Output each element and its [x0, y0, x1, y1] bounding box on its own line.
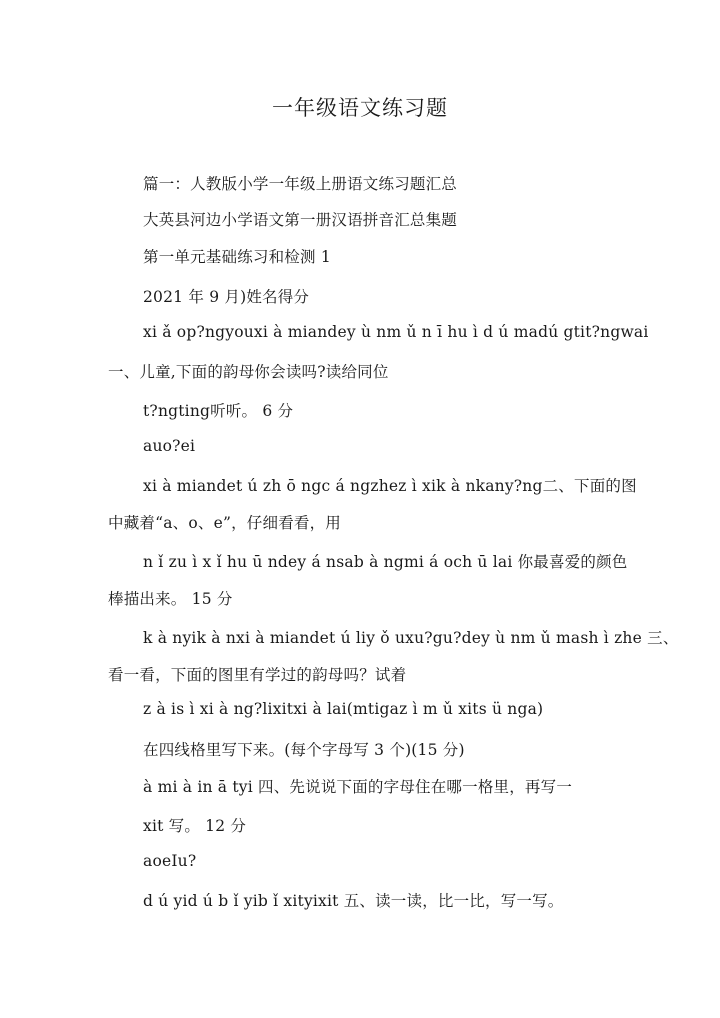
text-line-3: 第一单元基础练习和检测 1 — [143, 248, 331, 266]
text-line-9: xi à miandet ú zh ō ngc á ngzhez ì xik à nkany?ng二、下面的图 — [143, 477, 637, 495]
text-line-16: 在四线格里写下来。(每个字母写 3 个)(15 分) — [143, 741, 465, 759]
text-line-4: 2021 年 9 月)姓名得分 — [143, 288, 310, 306]
text-line-10: 中藏着“a、o、e”，仔细看看，用 — [108, 514, 341, 532]
text-line-14: 看一看，下面的图里有学过的韵母吗？试着 — [108, 666, 407, 684]
text-line-15: z à is ì xi à ng?lixitxi à lai(mtigaz ì m ǔ xits ü nga) — [143, 700, 544, 718]
page-title: 一年级语文练习题 — [272, 96, 448, 120]
text-line-18: xit 写。 12 分 — [143, 817, 247, 835]
text-line-19: aoeIu? — [143, 852, 197, 870]
text-line-8: auo?ei — [143, 437, 196, 455]
text-line-13: k à nyik à nxi à miandet ú liy ǒ uxu?gu?dey ù nm ǔ mash ì zhe 三、 — [143, 629, 679, 647]
text-line-7: t?ngting听听。 6 分 — [143, 402, 294, 420]
text-line-1: 篇一：人教版小学一年级上册语文练习题汇总 — [143, 175, 458, 193]
text-line-20: d ú yid ú b ǐ yib ǐ xityixit 五、读一读，比一比，写一写。 — [143, 892, 564, 910]
text-line-2: 大英县河边小学语文第一册汉语拼音汇总集题 — [143, 211, 458, 229]
text-line-6: 一、儿童,下面的韵母你会读吗?读给同位 — [108, 363, 389, 381]
text-line-11: n ǐ zu ì x ǐ hu ū ndey á nsab à ngmi á och ū lai 你最喜爱的颜色 — [143, 553, 628, 571]
text-line-5: xi ǎ op?ngyouxi à miandey ù nm ǔ n ī hu ì d ú madú gtit?ngwai — [143, 323, 649, 341]
text-line-17: à mi à in ā tyi 四、先说说下面的字母住在哪一格里，再写一 — [143, 778, 573, 796]
text-line-12: 棒描出来。 15 分 — [108, 590, 233, 608]
